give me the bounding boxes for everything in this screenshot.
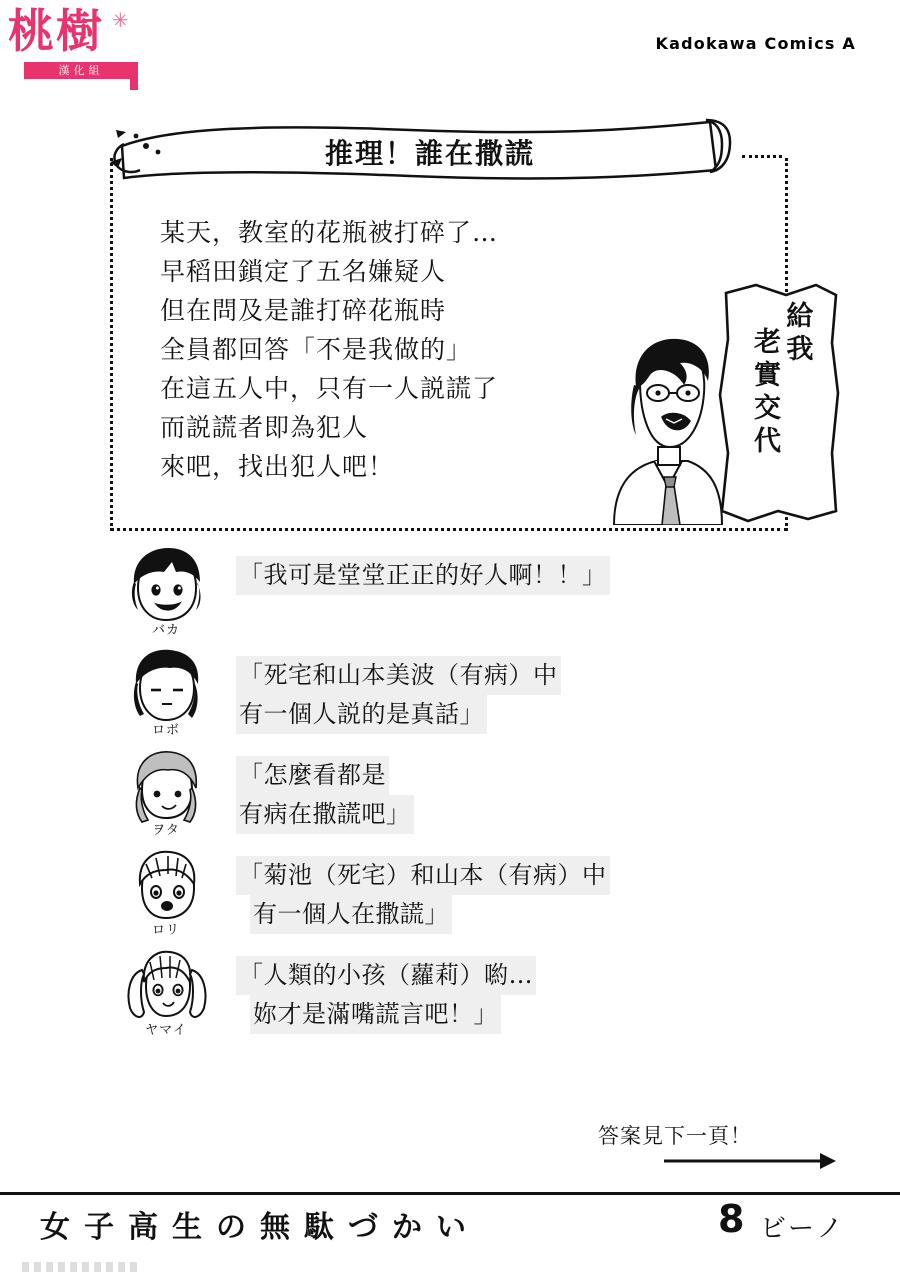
quote-line: 妳才是滿嘴謊言吧！」 bbox=[250, 995, 501, 1034]
series-title: 女子高生の無駄づかい bbox=[40, 1210, 480, 1245]
publisher-label: Kadokawa Comics A bbox=[655, 34, 856, 53]
teacher-svg bbox=[596, 335, 726, 525]
quote-line: 有一個人在撒謊」 bbox=[250, 895, 452, 934]
intro-line: 但在問及是誰打碎花瓶時 bbox=[160, 296, 447, 325]
intro-line: 某天，教室的花瓶被打碎了… bbox=[160, 218, 499, 247]
suspect-tag: ロリ bbox=[151, 923, 180, 938]
teacher-character-illustration bbox=[596, 335, 726, 525]
suspect-tag: バカ bbox=[151, 623, 180, 638]
robo-face-svg bbox=[120, 648, 212, 726]
quote-line: 「怎麼看都是 bbox=[236, 756, 389, 795]
logo-kanji-text: 桃樹 bbox=[8, 4, 104, 58]
logo-banner-tail bbox=[130, 62, 138, 90]
suspect-row bbox=[120, 948, 880, 1038]
volume-number: 8 bbox=[718, 1197, 745, 1241]
suspect-face-yamai bbox=[120, 948, 212, 1038]
suspect-row bbox=[120, 648, 880, 738]
loli-face-svg bbox=[120, 848, 212, 926]
next-page-arrow-icon bbox=[660, 1150, 840, 1172]
suspect-tag: ロボ bbox=[151, 723, 180, 738]
scroll-note-text bbox=[716, 301, 844, 511]
suspect-face-baka bbox=[120, 548, 212, 638]
quote-line: 有一個人説的是真話」 bbox=[236, 695, 487, 734]
arrow-svg bbox=[660, 1150, 840, 1172]
scroll-note-col-2: 老實交代 bbox=[749, 327, 780, 459]
intro-line: 在這五人中，只有一人説謊了 bbox=[160, 374, 499, 403]
teacher-scroll-note bbox=[716, 283, 844, 523]
suspect-tag: ヤマイ bbox=[145, 1023, 187, 1038]
suspect-row bbox=[120, 548, 880, 638]
quote-line: 有病在撒謊吧」 bbox=[236, 795, 414, 834]
quote-line: 「死宅和山本美波（有病）中 bbox=[236, 656, 561, 695]
suspect-face-ota bbox=[120, 748, 212, 838]
ota-face-svg bbox=[120, 748, 212, 826]
logo-subtitle: 漢化組 bbox=[58, 64, 104, 77]
intro-line: 來吧，找出犯人吧！ bbox=[160, 452, 395, 481]
scanlation-logo bbox=[8, 6, 148, 84]
suspect-quote bbox=[212, 648, 561, 734]
yamai-face-svg bbox=[120, 948, 212, 1030]
intro-line: 而説謊者即為犯人 bbox=[160, 413, 369, 442]
suspect-row bbox=[120, 748, 880, 838]
suspect-face-loli bbox=[120, 848, 212, 938]
suspect-quote bbox=[212, 548, 610, 595]
suspect-quote bbox=[212, 748, 414, 834]
baka-face-svg bbox=[120, 548, 212, 626]
suspect-tag: ヲタ bbox=[152, 823, 180, 838]
intro-line: 全員都回答「不是我做的」 bbox=[160, 335, 473, 364]
suspect-list bbox=[120, 548, 880, 1048]
quote-line: 「我可是堂堂正正的好人啊！！」 bbox=[236, 556, 610, 595]
banner-title-text: 推理！誰在撒謊 bbox=[324, 137, 535, 170]
quote-line: 「菊池（死宅）和山本（有病）中 bbox=[236, 856, 610, 895]
footer-divider bbox=[0, 1192, 900, 1195]
scroll-note-col-1: 給我 bbox=[781, 301, 813, 367]
imprint-label: ビーノ bbox=[760, 1214, 846, 1244]
star-icon: ✳ bbox=[112, 8, 129, 32]
suspect-quote bbox=[212, 848, 610, 934]
suspect-face-robo bbox=[120, 648, 212, 738]
intro-line: 早稻田鎖定了五名嫌疑人 bbox=[160, 257, 447, 286]
footer-artifact bbox=[22, 1262, 142, 1272]
logo-banner-bar bbox=[24, 62, 138, 79]
answer-note-text: 答案見下一頁！ bbox=[598, 1124, 752, 1148]
quote-line: 「人類的小孩（蘿莉）喲… bbox=[236, 956, 536, 995]
suspect-row bbox=[120, 848, 880, 938]
suspect-quote bbox=[212, 948, 536, 1034]
